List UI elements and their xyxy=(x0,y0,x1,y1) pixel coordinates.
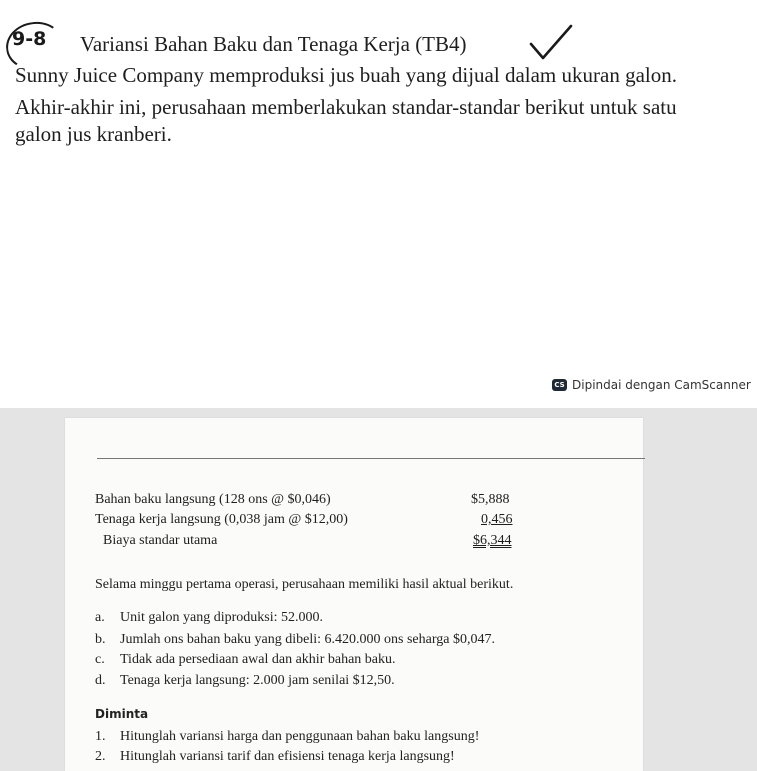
cost-row-label: Tenaga kerja langsung (0,038 jam @ $12,00) xyxy=(95,512,348,527)
camscanner-icon: CS xyxy=(552,379,567,391)
paragraph-line: Akhir-akhir ini, perusahaan memberlakukan standar-standar berikut untuk satu xyxy=(15,95,677,119)
scanned-page-bottom-area xyxy=(0,408,757,771)
list-item: d. Tenaga kerja langsung: 2.000 jam senilai $12,50. xyxy=(95,673,395,688)
checkmark-icon xyxy=(528,22,574,62)
list-item: b. Jumlah ons bahan baku yang dibeli: 6.420.000 ons seharga $0,047. xyxy=(95,632,495,647)
problem-title: Variansi Bahan Baku dan Tenaga Kerja (TB4) xyxy=(80,32,467,56)
camscanner-watermark xyxy=(552,378,751,392)
cost-row-label: Bahan baku langsung (128 ons @ $0,046) xyxy=(95,492,331,507)
list-item: a. Unit galon yang diproduksi: 52.000. xyxy=(95,610,323,625)
cost-total-label: Biaya standar utama xyxy=(103,533,218,548)
book-page xyxy=(65,418,643,771)
divider xyxy=(97,458,645,459)
problem-number: 9-8 xyxy=(12,28,47,50)
cost-row-value: $5,888 xyxy=(471,492,510,507)
paragraph-line: galon jus kranberi. xyxy=(15,122,172,146)
list-item: c. Tidak ada persediaan awal dan akhir bahan baku. xyxy=(95,652,396,667)
cost-row-value: 0,456 xyxy=(481,512,513,527)
question-item: 2. Hitunglah variansi tarif dan efisiensi tenaga kerja langsung! xyxy=(95,749,455,764)
actual-results-intro: Selama minggu pertama operasi, perusahaan memiliki hasil aktual berikut. xyxy=(95,577,514,592)
watermark-text: Dipindai dengan CamScanner xyxy=(572,378,751,392)
cost-total-value: $6,344 xyxy=(473,533,512,548)
required-heading: Diminta xyxy=(95,707,149,721)
question-item: 1. Hitunglah variansi harga dan penggunaan bahan baku langsung! xyxy=(95,729,480,744)
paragraph-line: Sunny Juice Company memproduksi jus buah yang dijual dalam ukuran galon. xyxy=(15,63,677,87)
